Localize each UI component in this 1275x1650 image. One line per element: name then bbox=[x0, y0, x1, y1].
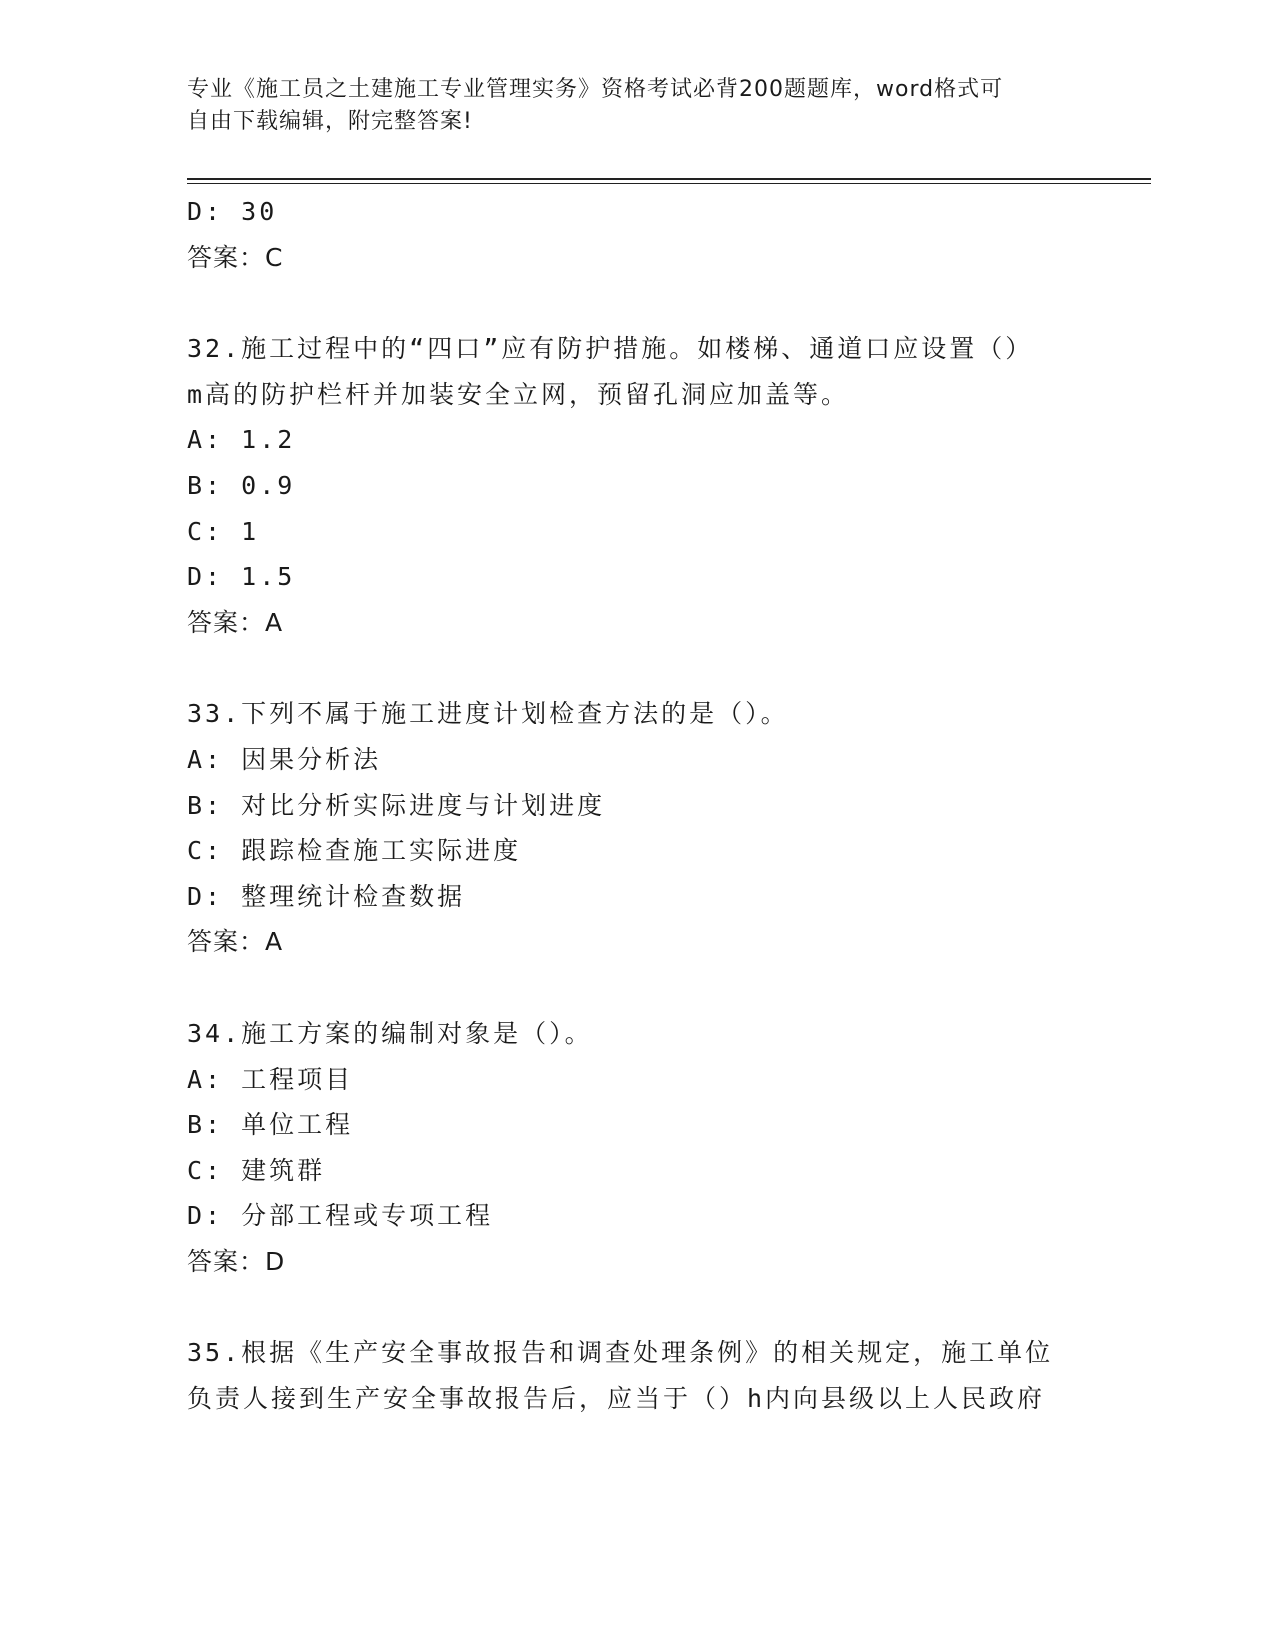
option-b: B: 单位工程 bbox=[187, 1110, 354, 1140]
option-b: B: 0.9 bbox=[187, 470, 296, 500]
option-b: B: 对比分析实际进度与计划进度 bbox=[187, 790, 606, 820]
option-d: D: 分部工程或专项工程 bbox=[187, 1201, 494, 1231]
answer-line: 答案：D bbox=[187, 1246, 286, 1276]
header-line-1: 专业《施工员之土建施工专业管理实务》资格考试必背200题题库，word格式可 bbox=[187, 77, 1004, 102]
option-d: D: 整理统计检查数据 bbox=[187, 881, 466, 911]
option-a: A: 工程项目 bbox=[187, 1064, 354, 1094]
question-33-stem: 33.下列不属于施工进度计划检查方法的是（）。 bbox=[187, 699, 789, 729]
header-rule-thick bbox=[187, 178, 1151, 180]
question-34-stem: 34.施工方案的编制对象是（）。 bbox=[187, 1018, 593, 1048]
question-35-stem-line-2: 负责人接到生产安全事故报告后，应当于（）h内向县级以上人民政府 bbox=[187, 1384, 1046, 1414]
document-header bbox=[187, 74, 1067, 138]
spacer bbox=[187, 1284, 1087, 1330]
header-line-2: 自由下载编辑，附完整答案! bbox=[187, 109, 473, 134]
option-c: C: 建筑群 bbox=[187, 1155, 326, 1185]
spacer bbox=[187, 280, 1087, 326]
option-d: D: 1.5 bbox=[187, 562, 296, 592]
option-c: C: 跟踪检查施工实际进度 bbox=[187, 836, 522, 866]
question-32-stem-line-2: m高的防护栏杆并加装安全立网，预留孔洞应加盖等。 bbox=[187, 379, 850, 409]
header-rule-thin bbox=[187, 183, 1151, 184]
question-32-stem-line-1: 32.施工过程中的“四口”应有防护措施。如楼梯、通道口应设置（） bbox=[187, 334, 1034, 364]
option-a: A: 因果分析法 bbox=[187, 744, 382, 774]
spacer bbox=[187, 645, 1087, 691]
option-d: D: 30 bbox=[187, 197, 278, 226]
answer-line: 答案：A bbox=[187, 927, 284, 957]
spacer bbox=[187, 965, 1087, 1011]
option-c: C: 1 bbox=[187, 516, 260, 546]
answer-line: 答案：C bbox=[187, 242, 284, 272]
option-a: A: 1.2 bbox=[187, 425, 296, 455]
question-35-stem-line-1: 35.根据《生产安全事故报告和调查处理条例》的相关规定，施工单位 bbox=[187, 1338, 1054, 1368]
answer-line: 答案：A bbox=[187, 607, 284, 637]
document-body bbox=[187, 189, 1087, 1422]
